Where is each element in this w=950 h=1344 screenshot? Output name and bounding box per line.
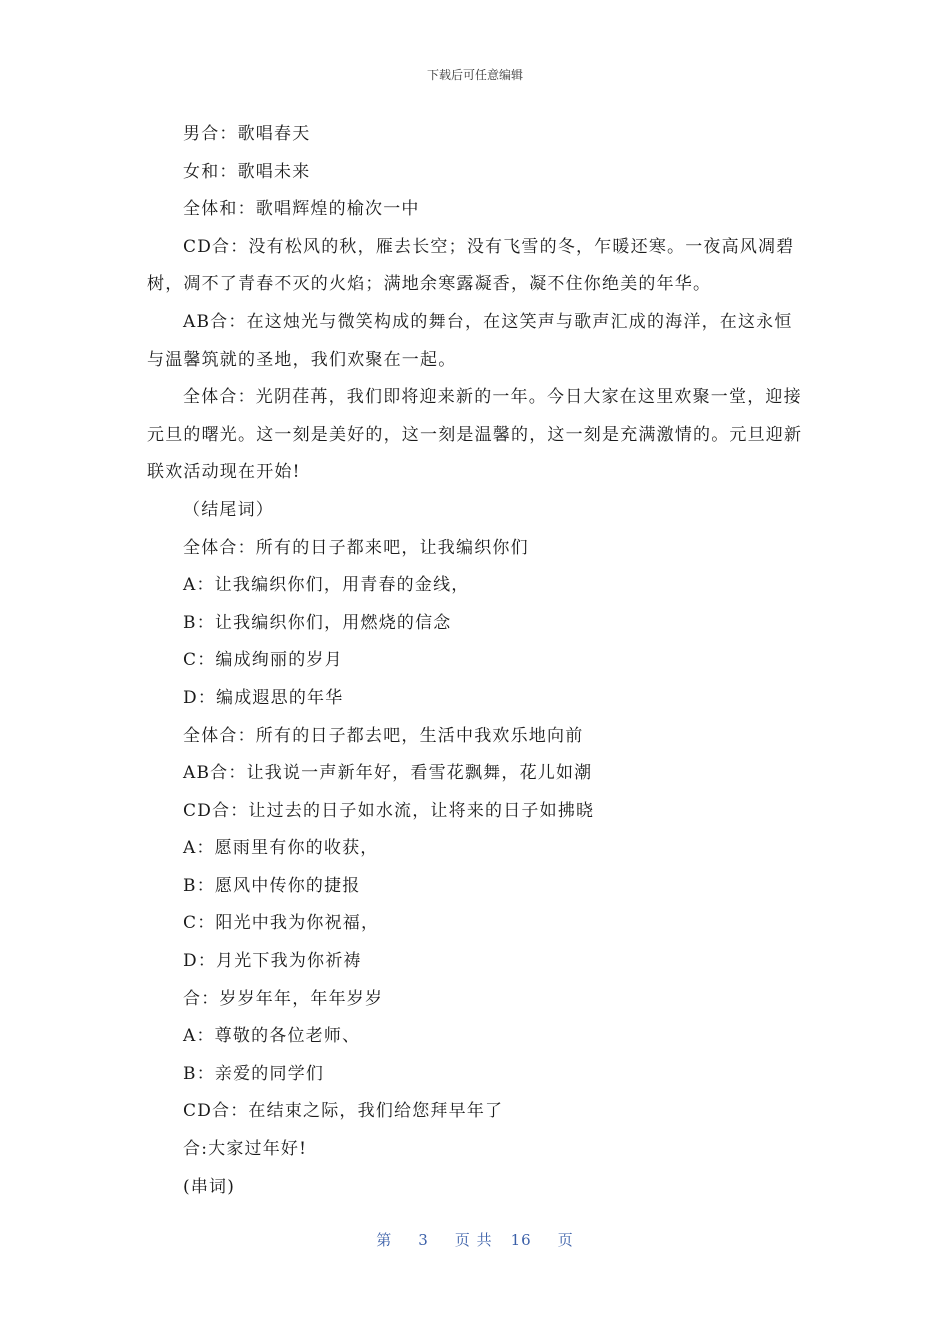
- paragraph: AB合：在这烛光与微笑构成的舞台，在这笑声与歌声汇成的海洋，在这永恒与温馨筑就的圣地，我们欢聚在一起。: [147, 311, 793, 370]
- paragraph: D：编成遐思的年华: [183, 687, 344, 708]
- page-prefix: 第: [376, 1231, 393, 1249]
- paragraph: AB合：让我说一声新年好，看雪花飘舞，花儿如潮: [183, 763, 593, 784]
- paragraph: A：让我编织你们，用青春的金线，: [183, 575, 470, 596]
- paragraph: 全体合：所有的日子都来吧，让我编织你们: [183, 537, 529, 558]
- paragraph: C：阳光中我为你祝福，: [183, 913, 380, 934]
- paragraph: B：愿风中传你的捷报: [183, 875, 361, 896]
- paragraph: D：月光下我为你祈祷: [183, 951, 362, 972]
- page-header-note: 下载后可任意编辑: [426, 68, 523, 82]
- paragraph: A：尊敬的各位老师、: [183, 1026, 361, 1047]
- section-heading: (串词): [183, 1176, 236, 1197]
- paragraph: A：愿雨里有你的收获，: [183, 838, 379, 859]
- page-suffix: 页: [557, 1231, 574, 1249]
- paragraph: B：亲爱的同学们: [183, 1063, 325, 1084]
- paragraph: CD合：没有松风的秋，雁去长空；没有飞雪的冬，乍暖还寒。一夜高风凋碧树，凋不了青春不灭的火焰；满地余寒露凝香，凝不住你绝美的年华。: [147, 236, 795, 295]
- paragraph: C：编成绚丽的岁月: [183, 650, 343, 671]
- section-heading: （结尾词）: [183, 499, 274, 520]
- paragraph: CD合：让过去的日子如水流，让将来的日子如拂晓: [183, 800, 595, 821]
- paragraph: 女和：歌唱未来: [183, 161, 311, 182]
- page-middle: 页 共: [454, 1231, 493, 1249]
- paragraph: 合:大家过年好!: [183, 1139, 308, 1160]
- current-page-number: 3: [418, 1231, 429, 1249]
- paragraph: 全体和：歌唱辉煌的榆次一中: [183, 199, 420, 220]
- total-page-count: 16: [510, 1231, 532, 1249]
- document-body: [147, 116, 807, 1206]
- paragraph: 全体合：所有的日子都去吧，生活中我欢乐地向前: [183, 725, 584, 746]
- paragraph: 男合：歌唱春天: [183, 124, 311, 144]
- paragraph: 合：岁岁年年，年年岁岁: [183, 988, 384, 1009]
- paragraph: CD合：在结束之际，我们给您拜早年了: [183, 1101, 504, 1122]
- paragraph: B：让我编织你们，用燃烧的信念: [183, 612, 452, 633]
- paragraph: 全体合：光阴荏苒，我们即将迎来新的一年。今日大家在这里欢聚一堂，迎接元旦的曙光。这一刻是美好的，这一刻是温馨的，这一刻是充满激情的。元旦迎新联欢活动现在开始!: [147, 387, 803, 483]
- page-number-footer: [0, 1229, 950, 1250]
